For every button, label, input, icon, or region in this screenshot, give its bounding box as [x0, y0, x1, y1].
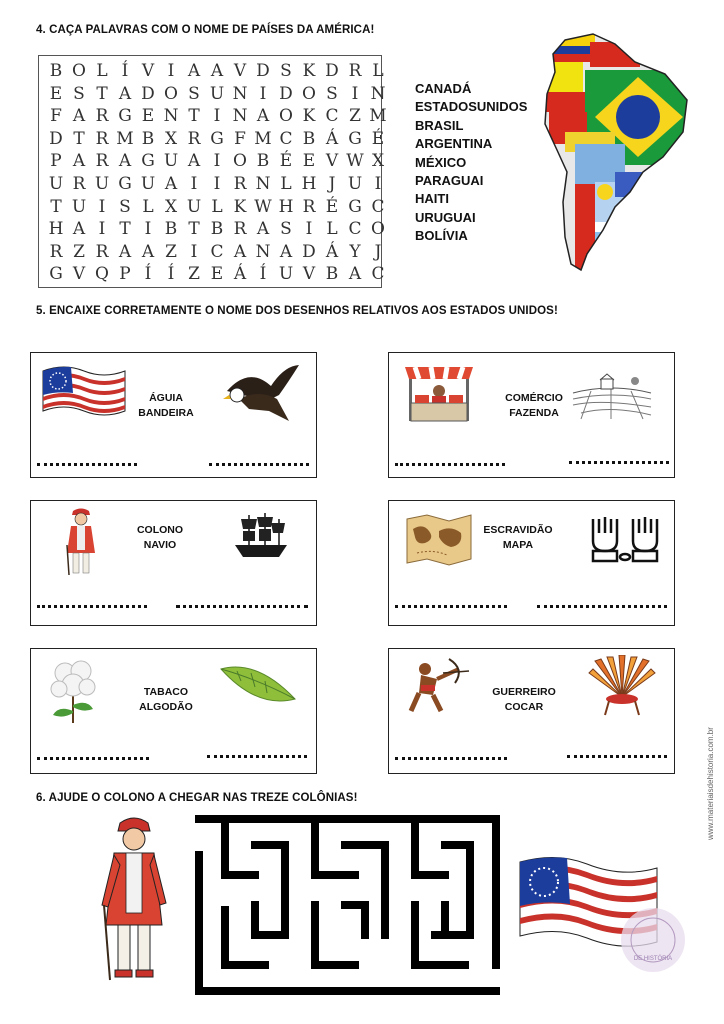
- grid-letter[interactable]: I: [190, 241, 199, 262]
- grid-letter[interactable]: I: [213, 151, 222, 172]
- grid-letter[interactable]: K: [233, 196, 248, 217]
- grid-letter[interactable]: T: [188, 219, 201, 240]
- word-list-item: ESTADOSUNIDOS: [415, 99, 528, 115]
- grid-row: [45, 61, 390, 81]
- matching-card: [388, 352, 675, 478]
- grid-letter[interactable]: S: [188, 83, 201, 104]
- grid-letter[interactable]: U: [163, 151, 180, 172]
- grid-letter[interactable]: A: [233, 241, 248, 262]
- answer-line-right[interactable]: [176, 605, 308, 608]
- answer-line-left[interactable]: [395, 757, 507, 760]
- grid-letter[interactable]: A: [72, 106, 87, 127]
- grid-letter[interactable]: C: [279, 128, 294, 149]
- grid-letter[interactable]: A: [118, 151, 133, 172]
- answer-line-left[interactable]: [37, 605, 147, 608]
- grid-letter[interactable]: A: [187, 151, 202, 172]
- word-list-item: PARAGUAI: [415, 173, 484, 189]
- card-label-1: TABACO: [143, 686, 189, 698]
- grid-letter[interactable]: W: [346, 151, 365, 172]
- grid-letter[interactable]: K: [302, 106, 317, 127]
- grid-letter[interactable]: G: [348, 128, 363, 149]
- section-5-title: 5. ENCAIXE CORRETAMENTE O NOME DOS DESENHOS RELATIVOS AOS ESTADOS UNIDOS!: [36, 305, 558, 317]
- eagle-icon: [219, 361, 301, 436]
- grid-letter[interactable]: U: [94, 174, 111, 194]
- grid-letter[interactable]: L: [326, 219, 339, 240]
- grid-letter[interactable]: I: [213, 106, 222, 127]
- grid-letter[interactable]: Í: [144, 264, 153, 285]
- materiais-de-historia-logo-icon: [618, 905, 688, 975]
- grid-letter[interactable]: R: [95, 151, 110, 172]
- grid-letter[interactable]: R: [95, 128, 110, 149]
- grid-letter[interactable]: C: [371, 264, 386, 285]
- credit-url[interactable]: www.materiaisdehistoria.com.br: [706, 727, 715, 840]
- logo-text: DE HISTÓRIA: [633, 956, 673, 962]
- grid-letter[interactable]: U: [186, 196, 203, 217]
- grid-letter[interactable]: D: [325, 61, 340, 81]
- grid-letter[interactable]: A: [72, 151, 87, 172]
- grid-letter[interactable]: Á: [325, 128, 340, 149]
- grid-letter[interactable]: L: [211, 196, 224, 217]
- grid-letter[interactable]: A: [72, 219, 87, 240]
- grid-letter[interactable]: L: [280, 174, 293, 194]
- grid-letter[interactable]: P: [50, 151, 63, 172]
- grid-letter[interactable]: R: [187, 128, 202, 149]
- grid-row: [45, 174, 390, 194]
- grid-letter[interactable]: S: [280, 219, 293, 240]
- card-labels: [479, 685, 569, 715]
- grid-letter[interactable]: O: [72, 61, 87, 81]
- card-labels: [489, 391, 579, 421]
- grid-letter[interactable]: B: [141, 128, 156, 149]
- grid-row: [45, 106, 390, 126]
- grid-letter[interactable]: D: [302, 241, 317, 262]
- warrior-icon: [403, 655, 473, 720]
- card-label-2: COCAR: [504, 701, 544, 713]
- grid-letter[interactable]: D: [49, 128, 64, 149]
- answer-line-right[interactable]: [567, 755, 667, 758]
- card-label-1: ÁGUIA: [149, 392, 183, 404]
- card-labels: [121, 391, 211, 421]
- grid-letter[interactable]: U: [48, 174, 65, 194]
- grid-letter[interactable]: V: [325, 151, 340, 172]
- grid-letter[interactable]: O: [279, 106, 294, 127]
- grid-letter[interactable]: G: [118, 106, 133, 127]
- grid-row: [45, 84, 390, 104]
- grid-letter[interactable]: B: [325, 264, 340, 285]
- grid-letter[interactable]: T: [50, 196, 63, 217]
- grid-letter[interactable]: E: [302, 151, 317, 172]
- grid-letter[interactable]: A: [141, 241, 156, 262]
- matching-card: [388, 500, 675, 626]
- grid-letter[interactable]: R: [348, 61, 363, 81]
- answer-line-left[interactable]: [395, 605, 507, 608]
- grid-letter[interactable]: B: [210, 219, 225, 240]
- grid-letter[interactable]: N: [255, 174, 272, 194]
- grid-letter[interactable]: G: [118, 174, 133, 194]
- grid-letter[interactable]: G: [49, 264, 64, 285]
- grid-letter[interactable]: Í: [259, 264, 268, 285]
- maze[interactable]: [195, 815, 500, 995]
- word-list-item: HAITI: [415, 191, 449, 207]
- grid-letter[interactable]: T: [73, 128, 86, 149]
- farm-field-icon: [571, 371, 653, 426]
- word-list-item: ARGENTINA: [415, 136, 493, 152]
- answer-line-right[interactable]: [569, 461, 669, 464]
- answer-line-left[interactable]: [37, 463, 137, 466]
- grid-letter[interactable]: X: [371, 151, 386, 172]
- grid-letter[interactable]: I: [144, 219, 153, 240]
- grid-letter[interactable]: K: [302, 61, 317, 81]
- card-label-2: BANDEIRA: [138, 407, 194, 419]
- market-stall-icon: [403, 363, 475, 430]
- answer-line-right[interactable]: [537, 605, 667, 608]
- grid-letter[interactable]: V: [302, 264, 317, 285]
- tobacco-leaf-icon: [217, 659, 299, 714]
- card-label-2: ALGODÃO: [139, 701, 193, 713]
- grid-letter[interactable]: É: [325, 196, 340, 217]
- south-america-flags-map-icon: [535, 32, 690, 272]
- grid-letter[interactable]: V: [233, 61, 248, 81]
- grid-letter[interactable]: I: [213, 174, 222, 194]
- grid-letter[interactable]: L: [372, 61, 385, 81]
- grid-letter[interactable]: Z: [73, 241, 86, 262]
- grid-letter[interactable]: J: [328, 174, 337, 194]
- grid-letter[interactable]: B: [302, 128, 317, 149]
- card-label-2: MAPA: [502, 539, 534, 551]
- grid-letter[interactable]: G: [210, 128, 225, 149]
- matching-card: [30, 648, 317, 774]
- answer-line-right[interactable]: [207, 755, 307, 758]
- grid-letter[interactable]: Y: [349, 241, 362, 262]
- colonist-figure-icon: [92, 815, 177, 985]
- grid-letter[interactable]: B: [164, 219, 179, 240]
- grid-letter[interactable]: V: [141, 61, 156, 81]
- grid-letter[interactable]: I: [305, 219, 314, 240]
- grid-letter[interactable]: A: [118, 83, 133, 104]
- grid-letter[interactable]: O: [233, 151, 248, 172]
- grid-letter[interactable]: T: [96, 83, 109, 104]
- grid-letter[interactable]: M: [116, 128, 135, 149]
- grid-letter[interactable]: A: [164, 174, 179, 194]
- treasure-map-icon: [403, 511, 475, 572]
- word-search-grid[interactable]: [38, 55, 388, 288]
- grid-letter[interactable]: M: [369, 106, 388, 127]
- grid-letter[interactable]: I: [98, 196, 107, 217]
- grid-letter[interactable]: M: [254, 128, 273, 149]
- grid-letter[interactable]: P: [119, 264, 132, 285]
- card-label-1: GUERREIRO: [492, 686, 556, 698]
- grid-row: [45, 151, 390, 171]
- grid-letter[interactable]: U: [71, 196, 88, 217]
- grid-letter[interactable]: A: [256, 219, 271, 240]
- grid-letter[interactable]: S: [326, 83, 339, 104]
- grid-letter[interactable]: U: [209, 83, 226, 104]
- grid-letter[interactable]: Í: [167, 264, 176, 285]
- word-list-item: CANADÁ: [415, 81, 472, 96]
- ship-icon: [231, 511, 291, 566]
- grid-row: [45, 242, 390, 262]
- grid-letter[interactable]: S: [73, 83, 86, 104]
- grid-letter[interactable]: X: [164, 196, 179, 217]
- answer-line-right[interactable]: [209, 463, 309, 466]
- grid-letter[interactable]: X: [164, 128, 179, 149]
- chained-hands-icon: [585, 511, 665, 576]
- grid-letter[interactable]: D: [141, 83, 156, 104]
- card-label-2: NAVIO: [143, 539, 177, 551]
- grid-letter[interactable]: Q: [95, 264, 110, 285]
- card-label-1: COMÉRCIO: [505, 392, 563, 404]
- grid-letter[interactable]: A: [348, 264, 363, 285]
- headdress-icon: [585, 655, 659, 722]
- usa-flag-icon: [39, 363, 129, 428]
- grid-letter[interactable]: T: [119, 219, 132, 240]
- section-4-title: 4. CAÇA PALAVRAS COM O NOME DE PAÍSES DA AMÉRICA!: [36, 24, 375, 36]
- grid-letter[interactable]: R: [302, 196, 317, 217]
- card-labels: [121, 685, 211, 715]
- grid-letter[interactable]: E: [49, 83, 64, 104]
- grid-letter[interactable]: Z: [349, 106, 362, 127]
- grid-letter[interactable]: U: [140, 174, 157, 194]
- grid-letter[interactable]: U: [347, 174, 364, 194]
- grid-letter[interactable]: C: [210, 241, 225, 262]
- grid-letter[interactable]: A: [118, 241, 133, 262]
- answer-line-left[interactable]: [37, 757, 149, 760]
- grid-letter[interactable]: C: [325, 106, 340, 127]
- grid-letter[interactable]: A: [256, 106, 271, 127]
- grid-letter[interactable]: É: [279, 151, 294, 172]
- grid-letter[interactable]: V: [72, 264, 87, 285]
- grid-letter[interactable]: I: [351, 83, 360, 104]
- grid-letter[interactable]: N: [163, 106, 180, 127]
- grid-letter[interactable]: I: [259, 83, 268, 104]
- grid-letter[interactable]: R: [233, 174, 248, 194]
- grid-letter[interactable]: G: [141, 151, 156, 172]
- grid-letter[interactable]: A: [279, 241, 294, 262]
- grid-letter[interactable]: S: [280, 61, 293, 81]
- grid-letter[interactable]: B: [49, 61, 64, 81]
- colonist-icon: [61, 507, 101, 582]
- grid-letter[interactable]: É: [371, 128, 386, 149]
- grid-letter[interactable]: T: [188, 106, 201, 127]
- grid-letter[interactable]: L: [96, 61, 109, 81]
- word-list: [415, 80, 527, 246]
- grid-letter[interactable]: D: [256, 61, 271, 81]
- grid-letter[interactable]: F: [234, 128, 247, 149]
- matching-card: [30, 500, 317, 626]
- card-label-1: COLONO: [136, 524, 184, 536]
- grid-letter[interactable]: Á: [325, 241, 340, 262]
- section-6-title: 6. AJUDE O COLONO A CHEGAR NAS TREZE COLÔNIAS!: [36, 792, 358, 804]
- grid-letter[interactable]: Z: [188, 264, 201, 285]
- grid-letter[interactable]: J: [374, 241, 383, 262]
- grid-row: [45, 197, 390, 217]
- grid-letter[interactable]: B: [256, 151, 271, 172]
- grid-letter[interactable]: S: [119, 196, 132, 217]
- card-label-1: ESCRAVIDÃO: [483, 524, 553, 536]
- grid-letter[interactable]: Á: [233, 264, 248, 285]
- grid-letter[interactable]: E: [141, 106, 156, 127]
- grid-letter[interactable]: I: [98, 219, 107, 240]
- cotton-icon: [43, 655, 103, 730]
- grid-letter[interactable]: O: [164, 83, 179, 104]
- answer-line-left[interactable]: [395, 463, 505, 466]
- grid-letter[interactable]: C: [348, 219, 363, 240]
- grid-letter[interactable]: N: [255, 241, 272, 262]
- grid-letter[interactable]: A: [187, 61, 202, 81]
- matching-card: [388, 648, 675, 774]
- card-labels: [473, 523, 563, 553]
- grid-letter[interactable]: O: [371, 219, 386, 240]
- grid-letter[interactable]: H: [278, 196, 295, 217]
- card-labels: [115, 523, 205, 553]
- grid-letter[interactable]: R: [95, 241, 110, 262]
- grid-letter[interactable]: L: [142, 196, 155, 217]
- word-list-item: MÉXICO: [415, 154, 467, 170]
- grid-letter[interactable]: R: [72, 174, 87, 194]
- grid-letter[interactable]: E: [210, 264, 225, 285]
- grid-letter[interactable]: N: [232, 83, 249, 104]
- grid-letter[interactable]: W: [254, 196, 273, 217]
- word-list-item: URUGUAI: [415, 209, 476, 225]
- grid-letter[interactable]: U: [278, 264, 295, 285]
- grid-letter[interactable]: I: [374, 174, 383, 194]
- grid-letter[interactable]: Z: [165, 241, 178, 262]
- grid-letter[interactable]: R: [49, 241, 64, 262]
- grid-letter[interactable]: N: [232, 106, 249, 127]
- grid-letter[interactable]: R: [233, 219, 248, 240]
- matching-card: [30, 352, 317, 478]
- grid-letter[interactable]: O: [302, 83, 317, 104]
- card-label-2: FAZENDA: [509, 407, 559, 419]
- grid-letter[interactable]: A: [210, 61, 225, 81]
- grid-letter[interactable]: H: [48, 219, 65, 240]
- word-list-item: BRASIL: [415, 117, 464, 133]
- grid-letter[interactable]: N: [370, 83, 387, 104]
- grid-row: [45, 219, 390, 239]
- grid-letter[interactable]: D: [279, 83, 294, 104]
- grid-letter[interactable]: H: [301, 174, 318, 194]
- grid-letter[interactable]: Í: [121, 61, 130, 81]
- grid-letter[interactable]: C: [371, 196, 386, 217]
- grid-letter[interactable]: I: [167, 61, 176, 81]
- word-list-item: BOLÍVIA: [415, 228, 468, 244]
- grid-letter[interactable]: R: [95, 106, 110, 127]
- grid-letter[interactable]: I: [190, 174, 199, 194]
- grid-row: [45, 264, 390, 284]
- grid-row: [45, 129, 390, 149]
- grid-letter[interactable]: F: [50, 106, 63, 127]
- grid-letter[interactable]: G: [348, 196, 363, 217]
